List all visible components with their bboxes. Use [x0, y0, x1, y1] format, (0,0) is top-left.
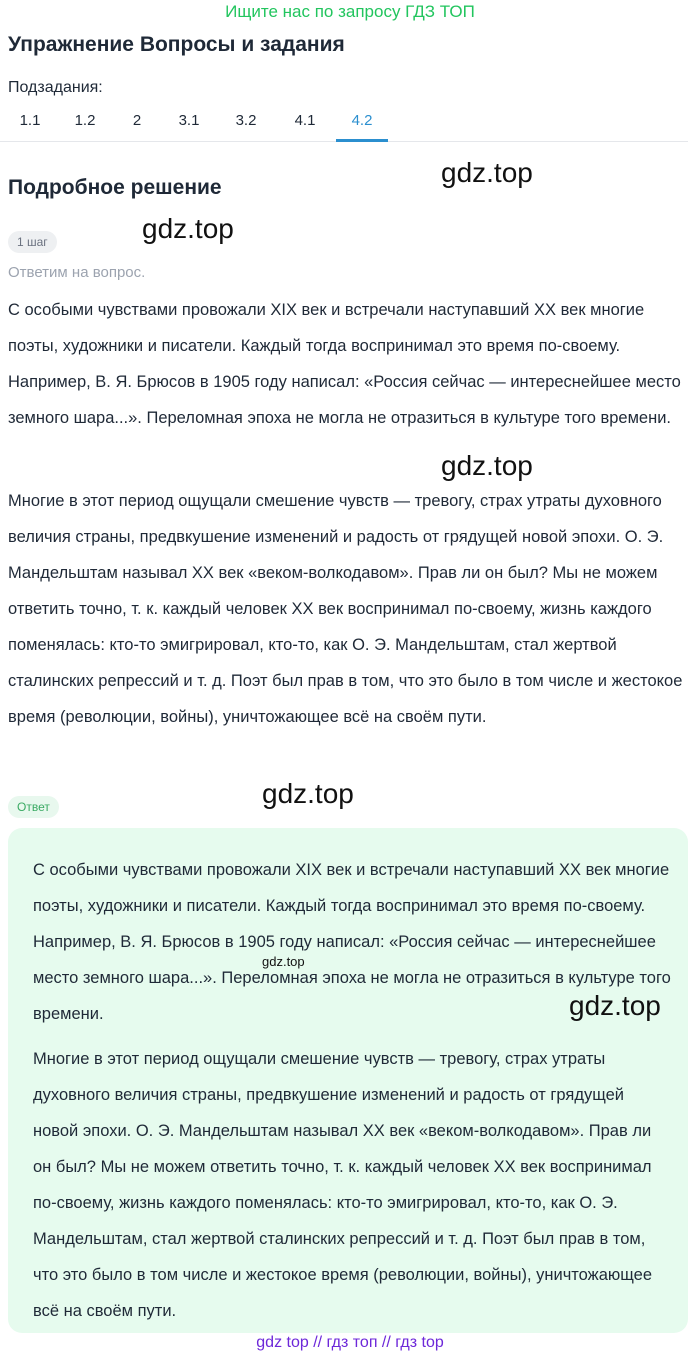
solution-paragraph: Многие в этот период ощущали смешение чувств — тревогу, страх утраты духовного величия страны, предвкушение изменений и радость от грядущей новой эпохи. О. Э. Мандельштам называл XX век «веком-волкодавом». Прав ли он был? Мы не можем ответить точно, т. к. каждый человек XX век воспринимал по-своему, жизнь каждого поменялась: кто-то эмигрировал, кто-то, как О. Э. Мандельштам, стал жертвой сталинских репрессий и т. д. Поэт был прав в том, что это было в том числе и жестокое время (революции, войны), уничтожающее всё на своём пути. — [8, 492, 683, 726]
promo-banner[interactable]: Ищите нас по запросу ГДЗ ТОП — [225, 2, 475, 21]
answer-paragraph: Многие в этот период ощущали смешение чувств — тревогу, страх утраты духовного величия страны, предвкушение изменений и радость от грядущей новой эпохи. О. Э. Мандельштам называл XX век «веком-волкодавом». Прав ли он был? Мы не можем ответить точно, т. к. каждый человек XX век воспринимал по-своему, жизнь каждого поменялась: кто-то эмигрировал, кто-то, как О. Э. Мандельштам, стал жертвой сталинских репрессий и т. д. Поэт был прав в том, что это было в том числе и жестокое время (революции, войны), уничтожающее всё на своём пути. — [33, 1050, 652, 1320]
watermark: gdz.top — [441, 450, 533, 481]
solution-paragraph: С особыми чувствами провожали XIX век и встречали наступавший XX век многие поэты, художники и писатели. Каждый тогда воспринимал это время по-своему. Например, В. Я. Брюсов в 1905 году написал: «Россия сейчас — интереснейшее место земного шара...». Переломная эпоха не могла не отразиться в культуре того времени. — [8, 301, 681, 427]
watermark: gdz.top — [569, 990, 661, 1021]
solution-heading: Подробное решение — [8, 176, 222, 199]
tab-1-1[interactable]: 1.1 — [19, 112, 41, 129]
tab-3-2[interactable]: 3.2 — [235, 112, 257, 129]
tab-2[interactable]: 2 — [132, 112, 142, 129]
answer-paragraph: С особыми чувствами провожали XIX век и встречали наступавший XX век многие поэты, художники и писатели. Каждый тогда воспринимал это время по-своему. Например, В. Я. Брюсов в 1905 году написал: «Россия сейчас — интереснейшее место земного шара...». Переломная эпоха не могла не отразиться в культуре того времени. — [33, 861, 671, 1023]
tab-1-2[interactable]: 1.2 — [74, 112, 96, 129]
answer-box — [8, 828, 688, 1333]
tab-3-1[interactable]: 3.1 — [178, 112, 200, 129]
tab-4-1[interactable]: 4.1 — [294, 112, 316, 129]
subtasks-label: Подзадания: — [8, 79, 103, 96]
step-badge: 1 шаг — [8, 231, 57, 253]
footer-links[interactable]: gdz top // гдз топ // гдз top — [256, 1334, 444, 1351]
watermark: gdz.top — [142, 213, 234, 244]
watermark: gdz.top — [441, 157, 533, 188]
watermark: gdz.top — [262, 954, 305, 969]
watermark: gdz.top — [262, 778, 354, 809]
page-title: Упражнение Вопросы и задания — [8, 33, 345, 56]
tab-4-2[interactable]: 4.2 — [336, 104, 388, 142]
subtask-tabs — [0, 104, 688, 142]
answer-badge: Ответ — [8, 796, 59, 818]
solution-hint: Ответим на вопрос. — [8, 264, 146, 281]
